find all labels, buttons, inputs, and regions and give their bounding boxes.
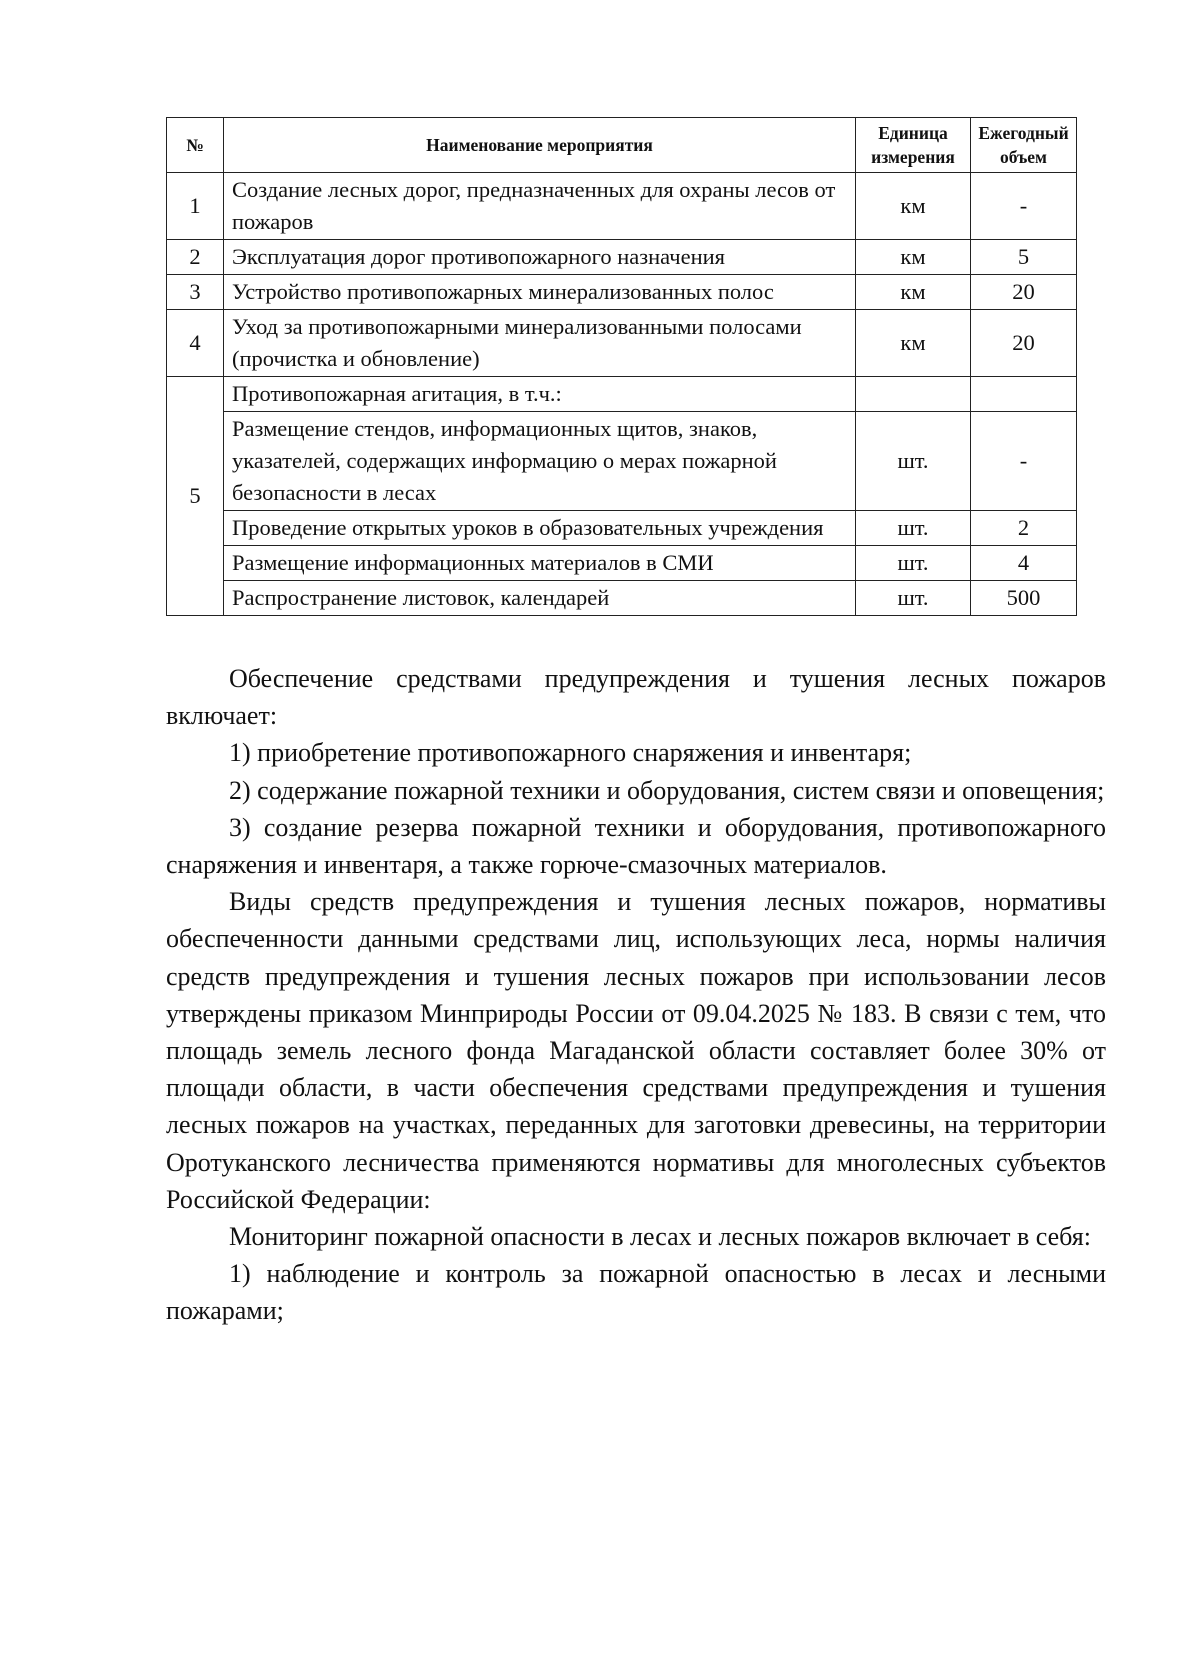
paragraph: Обеспечение средствами предупреждения и тушения лесных пожаров включает: xyxy=(166,664,1106,731)
header-annual-volume: Ежегодный объем xyxy=(971,118,1077,173)
table-row xyxy=(167,310,1077,377)
table-header-row xyxy=(167,118,1077,173)
row-number: 3 xyxy=(167,275,224,310)
row-number: 4 xyxy=(167,310,224,377)
row-unit: км xyxy=(856,240,971,275)
paragraph: 3) создание резерва пожарной техники и оборудования, противопожарного снаряжения и инвентаря, а также горюче-смазочных материалов. xyxy=(166,812,1106,880)
paragraph: 1) наблюдение и контроль за пожарной опасностью в лесах и лесными пожарами; xyxy=(166,1259,1106,1326)
row-volume: 20 xyxy=(971,310,1077,377)
table-subrow xyxy=(167,511,1077,546)
table-row xyxy=(167,377,1077,412)
subrow-volume: 4 xyxy=(971,546,1077,581)
row-number: 5 xyxy=(167,377,224,616)
row-number: 2 xyxy=(167,240,224,275)
row-measure-name: Устройство противопожарных минерализованных полос xyxy=(224,275,856,310)
subrow-measure-name: Проведение открытых уроков в образовательных учреждения xyxy=(224,511,856,546)
table-row xyxy=(167,275,1077,310)
row-unit: км xyxy=(856,275,971,310)
table-subrow xyxy=(167,581,1077,616)
row-unit: км xyxy=(856,173,971,240)
table-subrow xyxy=(167,546,1077,581)
subrow-unit: шт. xyxy=(856,546,971,581)
row-volume xyxy=(971,377,1077,412)
paragraph: Виды средств предупреждения и тушения лесных пожаров, нормативы обеспеченности данными средствами лиц, использующих леса, нормы наличия средств предупреждения и тушения лесных пожаров при использовании лесов утверждены приказом Минприроды России от 09.04.2025 № 183. В связи с тем, что площадь земель лесного фонда Магаданской области составляет более 30% от площади области, в части обеспечения средствами предупреждения и тушения лесных пожаров на участках, переданных для заготовки древесины, на территории Оротуканского лесничества применяются нормативы для многолесных субъектов Российской Федерации: xyxy=(166,887,1106,1214)
subrow-volume: 500 xyxy=(971,581,1077,616)
row-measure-name: Противопожарная агитация, в т.ч.: xyxy=(224,377,856,412)
row-measure-name: Эксплуатация дорог противопожарного назначения xyxy=(224,240,856,275)
row-volume: 5 xyxy=(971,240,1077,275)
subrow-volume: 2 xyxy=(971,511,1077,546)
row-number: 1 xyxy=(167,173,224,240)
subrow-measure-name: Размещение стендов, информационных щитов, знаков, указателей, содержащих информацию о мерах пожарной безопасности в лесах xyxy=(224,412,856,511)
row-unit xyxy=(856,377,971,412)
paragraph: 1) приобретение противопожарного снаряжения и инвентаря; xyxy=(229,738,912,768)
table-row xyxy=(167,240,1077,275)
subrow-measure-name: Распространение листовок, календарей xyxy=(224,581,856,616)
row-volume: 20 xyxy=(971,275,1077,310)
subrow-measure-name: Размещение информационных материалов в СМИ xyxy=(224,546,856,581)
document-body-text xyxy=(166,660,1106,1330)
paragraph: 2) содержание пожарной техники и оборудования, систем связи и оповещения; xyxy=(229,775,1105,805)
header-unit: Единица измерения xyxy=(856,118,971,173)
row-measure-name: Создание лесных дорог, предназначенных для охраны лесов от пожаров xyxy=(224,173,856,240)
fire-prevention-measures-table xyxy=(166,117,1077,616)
subrow-unit: шт. xyxy=(856,581,971,616)
subrow-unit: шт. xyxy=(856,511,971,546)
row-unit: км xyxy=(856,310,971,377)
header-measure-name: Наименование мероприятия xyxy=(224,118,856,173)
row-volume: - xyxy=(971,173,1077,240)
paragraph: Мониторинг пожарной опасности в лесах и лесных пожаров включает в себя: xyxy=(229,1222,1091,1252)
table-subrow xyxy=(167,412,1077,511)
table-row xyxy=(167,173,1077,240)
row-measure-name: Уход за противопожарными минерализованными полосами (прочистка и обновление) xyxy=(224,310,856,377)
subrow-unit: шт. xyxy=(856,412,971,511)
header-number: № xyxy=(167,118,224,173)
subrow-volume: - xyxy=(971,412,1077,511)
